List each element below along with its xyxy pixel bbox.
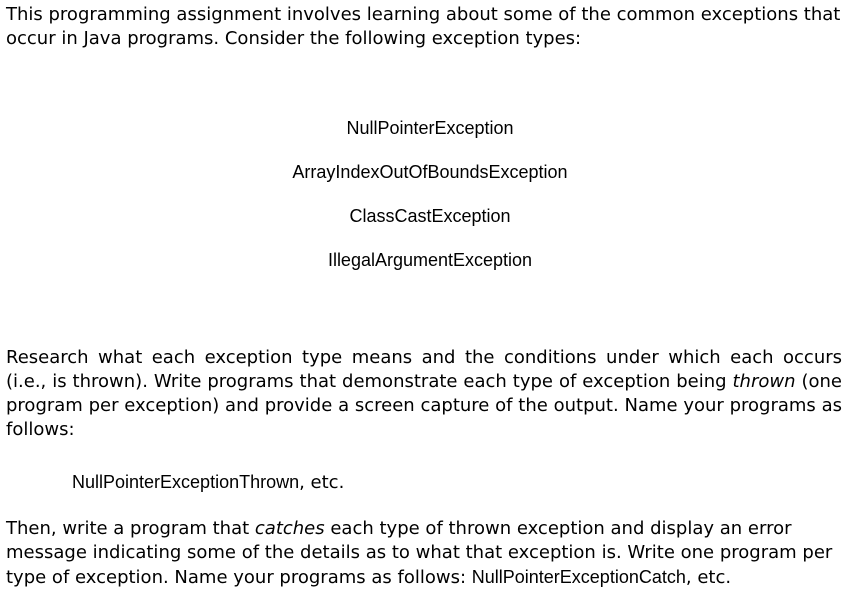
naming-example-suffix: , etc. xyxy=(299,472,345,493)
catch-emphasis-catches: catches xyxy=(254,518,325,539)
research-text-before: Research what each exception type means and the conditions under which each occurs (i.e., is thrown). Write programs that demonstrate each type of exception being xyxy=(6,347,842,392)
exception-type-item: ArrayIndexOutOfBoundsException xyxy=(292,162,568,182)
exception-type-item: NullPointerException xyxy=(346,118,514,138)
exception-type-item: IllegalArgumentException xyxy=(327,250,533,270)
catch-text-before: Then, write a program that xyxy=(6,518,255,539)
research-paragraph xyxy=(6,346,842,442)
research-text-after: (one program per exception) and provide a screen capture of the output. Name your programs as follows: xyxy=(6,371,842,440)
intro-paragraph: This programming assignment involves learning about some of the common exceptions that occur in Java programs. Consider the following exception types: xyxy=(6,4,841,49)
catch-text-suffix: , etc. xyxy=(685,567,732,588)
exception-type-list xyxy=(0,116,847,292)
naming-example xyxy=(72,470,344,495)
catch-paragraph xyxy=(6,517,842,590)
catch-text-middle: each type of thrown exception and display an error message indicating some of the details as to what that exception is. Write one program per type of exception. Name your programs as follows: xyxy=(6,518,833,588)
research-emphasis-thrown: thrown xyxy=(732,371,796,392)
exception-type-item: ClassCastException xyxy=(349,206,511,226)
naming-example-name: NullPointerExceptionThrown xyxy=(72,472,300,492)
catch-program-name: NullPointerExceptionCatch xyxy=(471,567,686,587)
